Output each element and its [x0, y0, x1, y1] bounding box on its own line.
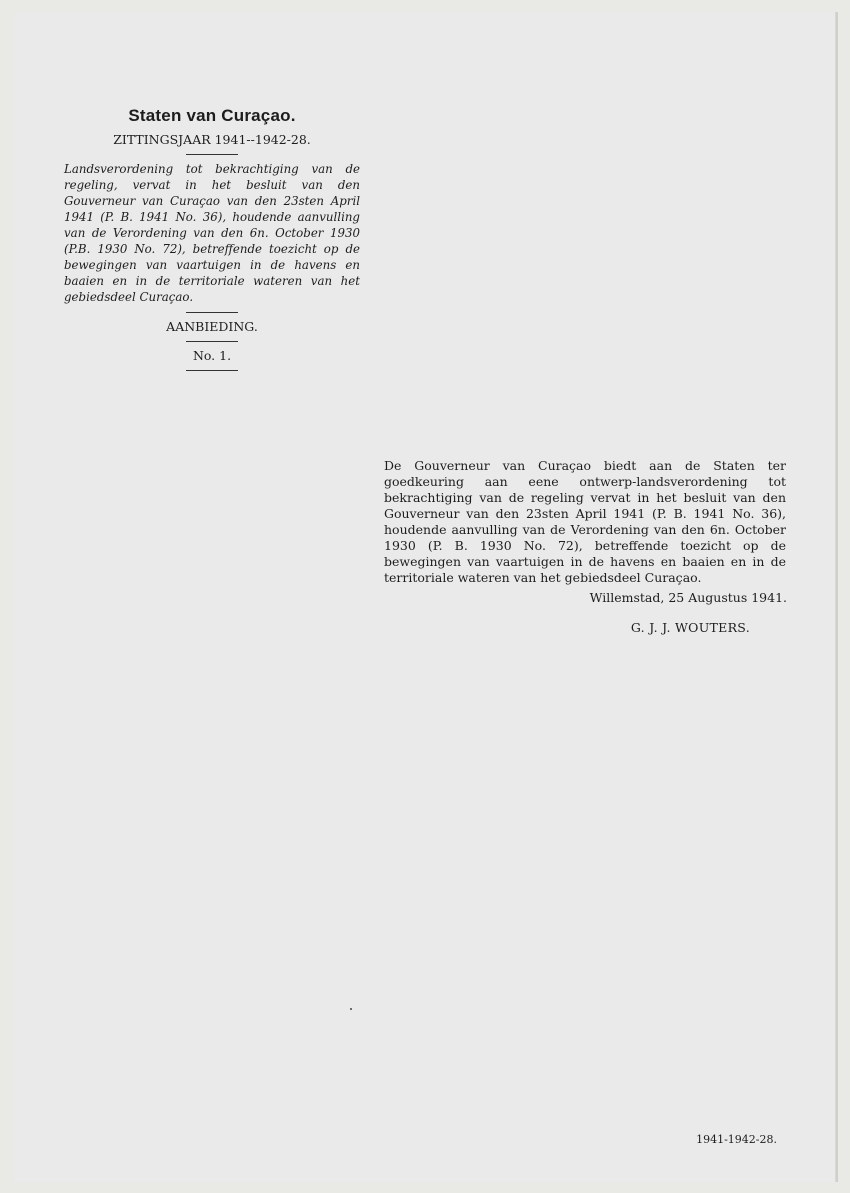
place-date: Willemstad, 25 Augustus 1941.: [589, 590, 787, 605]
divider: [186, 341, 238, 342]
paper-speck: [350, 1008, 352, 1010]
divider: [186, 370, 238, 371]
document-number: No. 1.: [192, 348, 232, 363]
document-header: [64, 106, 360, 377]
divider: [186, 312, 238, 313]
body-paragraph: De Gouverneur van Curaçao biedt aan de Staten ter goedkeuring aan eene ontwerp-landsverordening tot bekrachtiging van de regeling vervat in het besluit van den Gouverneur van den 23sten April 1941 (P. B. 1941 No. 36), houdende aanvulling van de Verordening van den 6n. October 1930 (P. B. 1930 No. 72), betreffende toezicht op de bewegingen van vaartuigen in de havens en baaien en in de territoriale wateren van het gebiedsdeel Curaçao.: [384, 458, 786, 585]
document-page: [14, 12, 838, 1182]
divider: [186, 154, 238, 155]
offering-label: AANBIEDING.: [166, 319, 258, 334]
session-year: ZITTINGSJAAR 1941--1942-28.: [113, 132, 311, 147]
document-title: Staten van Curaçao.: [128, 106, 296, 125]
subject-text: Landsverordening tot bekrachtiging van de regeling, vervat in het besluit van den Gouverneur van Curaçao van den 23sten April 1941 (P. B. 1941 No. 36), houdende aanvulling van de Verordening van den 6n. October 1930 (P.B. 1930 No. 72), betreffende toezicht op de bewegingen van vaartuigen in de havens en baaien en in de territoriale wateren van het gebiedsdeel Curaçao.: [64, 162, 360, 304]
footer-reference: 1941-1942-28.: [696, 1133, 777, 1146]
signature: G. J. J. WOUTERS.: [630, 620, 750, 635]
